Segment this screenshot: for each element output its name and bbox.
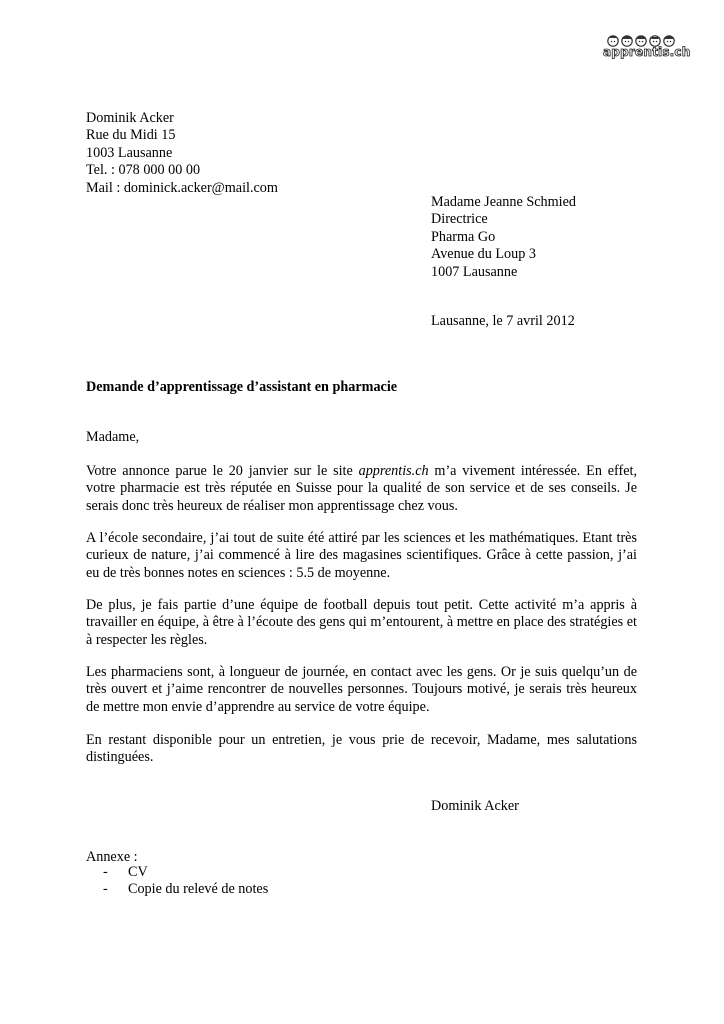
recipient-name: Madame Jeanne Schmied [431,194,576,210]
logo-wordmark: apprentis.ch [603,45,691,59]
salutation: Madame, [86,429,140,445]
sender-street: Rue du Midi 15 [86,127,176,144]
annex-dash: - [103,881,108,898]
paragraph-5: En restant disponible pour un entretien, je vous prie de recevoir, Madame, mes salutations distinguées. [86,732,637,766]
annex-list [103,864,268,899]
annex-label: Annexe : [86,849,138,865]
letter-subject: Demande d’apprentissage d’assistant en pharmacie [86,379,398,395]
annex-item [103,881,268,898]
annex-item-text: CV [128,864,148,880]
paragraph-1 [86,463,637,515]
sender-mail: Mail : dominick.acker@mail.com [86,179,278,196]
annex-item [103,864,268,881]
paragraph-3: De plus, je fais partie d’une équipe de football depuis tout petit. Cette activité m’a appris à travailler en équipe, à être à l’écoute des gens qui m’entourent, à mettre en place des stratégies et à respecter les règles. [86,597,637,648]
sender-tel: Tel. : 078 000 00 00 [86,162,201,179]
recipient-role: Directrice [431,211,488,228]
paragraph-1-before: Votre annonce parue le 20 janvier sur le site [86,463,359,479]
annex-item-text: Copie du relevé de notes [128,881,269,898]
apprentis-logo [603,31,691,65]
paragraph-1-after: m’a vivement intéressée. En effet, votre pharmacie est très réputée en Suisse pour la qualité de son service et de ses conseils. Je serais donc très heureux de réaliser mon apprentissage chez vous. [86,463,637,514]
annex-dash: - [103,864,108,880]
recipient-city: 1007 Lausanne [431,263,518,280]
letter-date: Lausanne, le 7 avril 2012 [431,313,575,329]
site-name: apprentis.ch [358,463,429,479]
paragraph-2: A l’école secondaire, j’ai tout de suite été attiré par les sciences et les mathématiques. Etant très curieux de nature, j’ai commencé à lire des magasines scientifiques. Grâce à cette passion, j’ai eu de très bonnes notes en sciences : 5.5 de moyenne. [86,530,637,581]
sender-block [86,110,278,197]
signature: Dominik Acker [431,798,519,814]
sender-city: 1003 Lausanne [86,144,173,161]
recipient-block [431,194,576,281]
sender-name: Dominik Acker [86,110,174,126]
recipient-street: Avenue du Loup 3 [431,246,536,263]
recipient-company: Pharma Go [431,228,496,245]
paragraph-4: Les pharmaciens sont, à longueur de journée, en contact avec les gens. Or je suis quelqu’un de très ouvert et j’aime rencontrer de nouvelles personnes. Toujours motivé, je serais très heureux de mettre mon envie d’apprendre au service de votre équipe. [86,664,637,715]
